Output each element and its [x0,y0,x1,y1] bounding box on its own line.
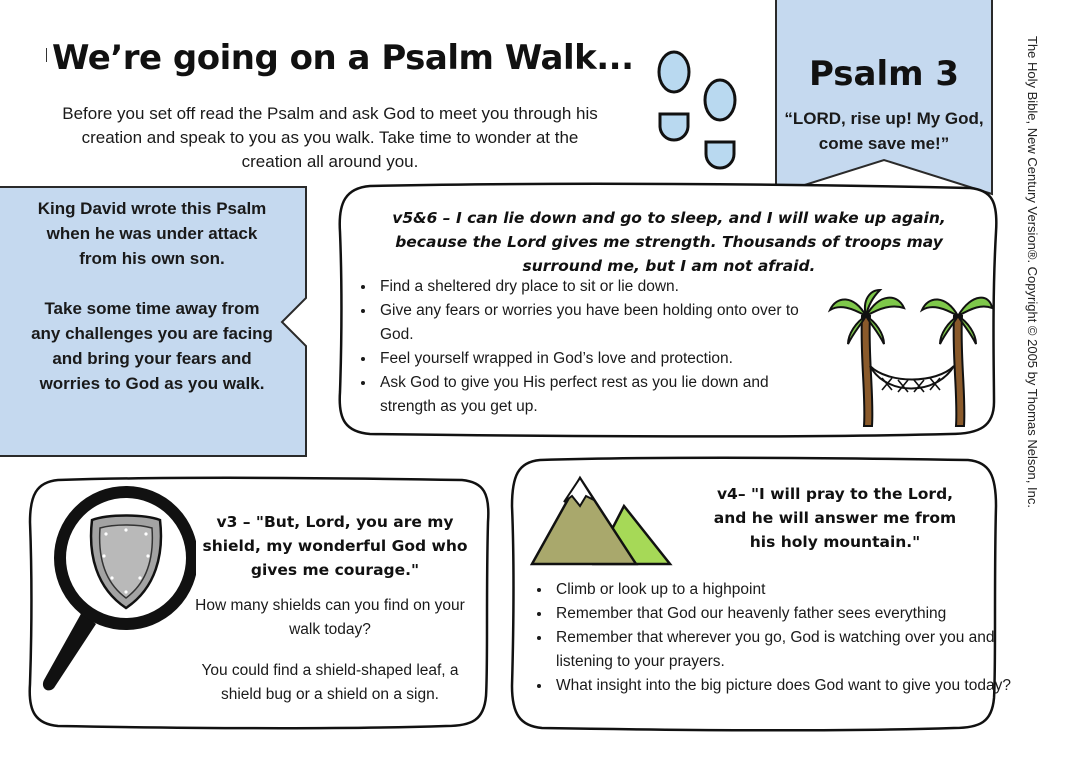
magnifier-shield-icon [30,484,196,696]
footprints-icon [650,48,750,174]
shield-question: How many shields can you find on your walk today? [195,597,465,638]
intro-text: Before you set off read the Psalm and ask God to meet you through his creation and speak to you as you walk. Take time to wonder at the creation all around you. [62,104,598,171]
copyright-notice [1024,36,1044,508]
list-item: • Remember that God our heavenly father sees everything [552,602,1012,626]
list-item: • Remember that wherever you go, God is watching over you and listening to your prayers. [552,626,1012,674]
copyright-text: The Holy Bible, New Century Version®. Copyright © 2005 by Thomas Nelson, Inc. [1025,36,1040,508]
rest-verse: v5&6 – I can lie down and go to sleep, and I will wake up again, because the Lord gives me strength. Thousands of troops may surround me, but I am not afraid. [392,209,946,275]
rest-list [356,275,816,419]
palm-hammock-icon [826,286,994,432]
david-text [30,196,274,396]
list-item: • Climb or look up to a highpoint [552,578,1012,602]
list-item: • Find a sheltered dry place to sit or lie down. [376,275,816,299]
psalm-title: Psalm 3 [808,54,960,94]
title-mark [46,48,47,62]
list-item: • What insight into the big picture does God want to give you today? [552,674,1012,698]
psalm-banner [775,0,993,196]
list-item: • Give any fears or worries you have been holding onto over to God. [376,299,816,347]
list-item: • Feel yourself wrapped in God’s love and protection. [376,347,816,371]
page-title: We’re going on a Psalm Walk... [52,38,634,78]
mountain-verse: v4– "I will pray to the Lord, and he will answer me from his holy mountain." [713,485,957,551]
mountains-icon [528,472,674,568]
shield-verse: v3 – "But, Lord, you are my shield, my wonderful God who gives me courage." [202,513,468,579]
david-invitation: Take some time away from any challenges you are facing and bring your fears and worries to God as you walk. [31,299,273,393]
list-item: • Ask God to give you His perfect rest as you lie down and strength as you get up. [376,371,816,419]
psalm-quote: “LORD, rise up! My God, come save me!” [784,109,984,153]
shield-tip: You could find a shield-shaped leaf, a shield bug or a shield on a sign. [201,662,459,703]
david-context: King David wrote this Psalm when he was under attack from his own son. [37,199,267,268]
mountain-list [532,578,1012,698]
